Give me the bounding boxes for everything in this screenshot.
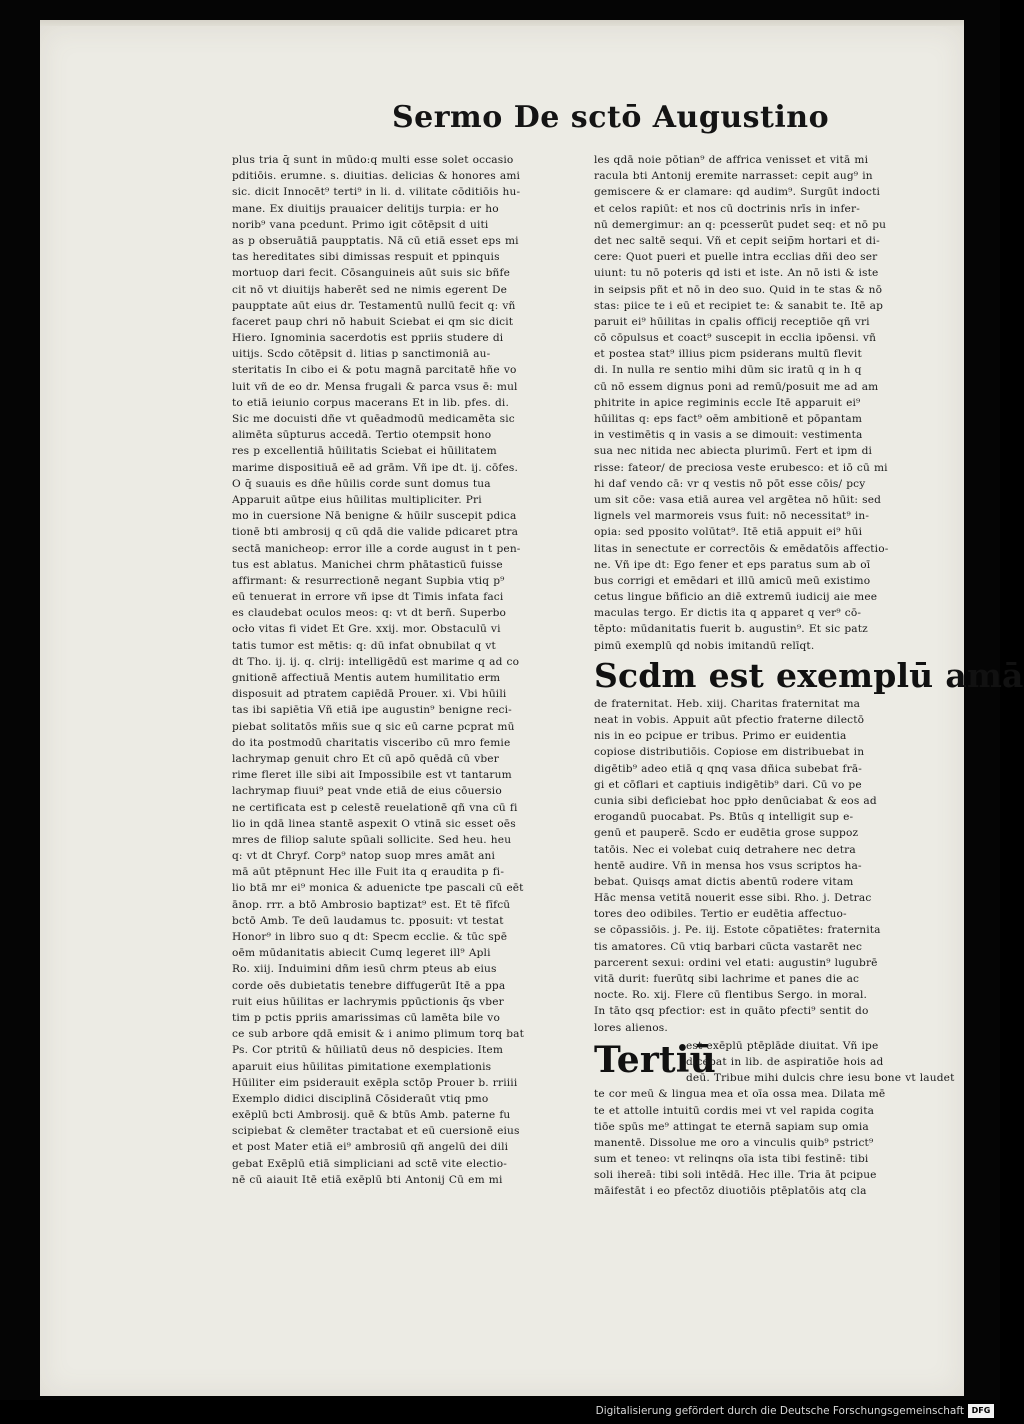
text-line: tēpto: mūdanitatis fuerit b. augustin⁹. Et sic patz [594, 623, 868, 636]
text-line: lio btā mr ei⁹ monica & aduenicte tpe pascali cū eēt [232, 882, 524, 895]
text-line: cunia sibi deficiebat hoc ppło denūciabat & eos ad [594, 794, 877, 807]
text-line: ne certificata est p celestē reuelationē qñ vna cū fi [232, 801, 518, 814]
text-line: to etiā ieiunio corpus macerans Et in lib. pfes. di. [232, 396, 509, 409]
text-line: bebat. Quisqs amat dictis abentū rodere vitam [594, 875, 854, 888]
right-column-text-block-3 [594, 1086, 946, 1199]
running-header: Sermo De sctō Augustino [392, 100, 830, 135]
text-line: hentē audire. Vñ in mensa hos vsus scriptos ha- [594, 859, 862, 872]
text-line: et celos rapiūt: et nos cū doctrinis nrīs in infer- [594, 202, 860, 215]
text-line: gemiscere & er clamare: qd audim⁹. Surgūt indocti [594, 186, 881, 199]
text-line: manentē. Dissolue me oro a vinculis quib⁹ pstrict⁹ [594, 1136, 874, 1149]
text-line: genū et pauperē. Scdo er eudētia grose suppoz [594, 827, 859, 840]
text-line: lachrymap fiuui⁹ peat vnde etiā de eius cōuersio [232, 785, 502, 798]
text-line: Ro. xiij. Induimini dñm iesū chrm pteus ab eius [232, 963, 497, 976]
text-line: nocte. Ro. xij. Flere cū flentibus Sergo. in moral. [594, 989, 868, 1002]
text-line: oēm mūdanitatis abiecit Cumq legeret ill⁹ Apli [232, 947, 491, 960]
text-line: pimū exemplū qd nobis imitandū relīqt. [594, 639, 815, 652]
text-line: te et attolle intuitū cordis mei vt vel rapida cogita [594, 1104, 875, 1117]
text-line: sectā manicheop: error ille a corde august in t pen- [232, 542, 521, 555]
text-line: hūilitas q: eps fact⁹ oēm ambitionē et pōpantam [594, 413, 863, 425]
text-line: gebat Exēplū etiā simpliciani ad sctē vite electio- [232, 1157, 507, 1170]
text-line: ruit eius hūilitas er lachrymis ppūctionis q̄s vber [232, 995, 504, 1008]
text-line: et post Mater etiā ei⁹ ambrosiū qñ angelū dei dili [232, 1141, 509, 1154]
text-line: res p excellentiā hūilitatis Sciebat ei hūilitatem [232, 445, 497, 458]
text-line: tores deo odibiles. Tertio er eudētia affectuo- [594, 908, 847, 921]
initial-side-lines [686, 1038, 955, 1087]
text-line: in vestimētis q in vasis a se dimouit: vestimenta [594, 429, 863, 442]
text-line: faceret paup chri nō habuit Sciebat ei qm sic dicit [232, 315, 514, 328]
text-line: se cōpassiōis. j. Pe. iij. Estote cōpatiētes: fraternita [594, 924, 881, 937]
text-line: gnitionē affectiuā Mentis autem humilitatio erm [232, 672, 501, 684]
text-line: In tāto qsq pfectior: est in quāto pfecti⁹ sentit do [594, 1005, 869, 1018]
text-line: sua nec nitida nec abiecta plurimū. Fert et ipm di [594, 445, 873, 458]
text-line: digētib⁹ adeo etiā q qnq vasa dñica subebat frā- [594, 762, 863, 775]
text-line: neat in vobis. Appuit aūt pfectio fraterne dilectō [594, 714, 865, 726]
text-line: um sit cōe: vasa etiā aurea vel argētea nō hūit: sed [594, 493, 882, 506]
text-line: lignels vel marmoreis vsus fuit: nō necessitat⁹ in- [594, 510, 870, 523]
text-line: affirmant: & resurrectionē negant Supbia vtiq p⁹ [232, 574, 505, 587]
text-line: lio in qdā linea stantē aspexit O vtinā sic esset oēs [232, 817, 516, 830]
section-heading: Scdm est exemplū amā [594, 655, 1024, 695]
text-line: in seipsis pñt et nō in deo suo. Quid in te stas & nō [594, 283, 883, 296]
text-line: tionē bti ambrosij q cū qdā die valide pdicaret ptra [232, 526, 519, 539]
text-line: Apparuit aūtpe eius hūilitas multipliciter. Pri [232, 493, 482, 506]
text-line: disposuit ad ptratem capiēdā Prouer. xi. Vbi hūili [232, 688, 507, 701]
text-line: as p obseruātiā paupptatis. Nā cū etiā esset eps mi [232, 234, 519, 247]
text-line: litas in senectute er correctōis & emēdatōis affectio- [594, 542, 889, 555]
text-line: de fraternitat. Heb. xiij. Charitas fraternitat ma [594, 697, 861, 710]
text-line: paupptate aūt eius dr. Testamentū nullū fecit q: vñ [232, 299, 516, 312]
text-line: tiōe spūs me⁹ attingat te eternā sapiam sup omia [594, 1120, 869, 1133]
text-line: mortuop dari fecit. Cōsanguineis aūt suis sic bñfe [232, 267, 510, 280]
text-line: tis amatores. Cū vtiq barbari cūcta vastarēt nec [594, 940, 863, 953]
text-line: exēplū bcti Ambrosij. quē & btūs Amb. paterne fu [232, 1109, 511, 1122]
text-line: cit nō vt diuitijs haberēt sed ne nimis egerent De [232, 283, 508, 296]
right-column-text-block-1 [594, 152, 946, 654]
initial-paragraph [594, 1038, 955, 1087]
text-line: sum et teneo: vt relinqns oīa ista tibi festinē: tibi [594, 1153, 869, 1166]
text-line: norib⁹ vana pcedunt. Primo igit cōtēpsit d uiti [232, 218, 489, 231]
text-line: mres de filiop salute spūali sollicite. Sed heu. heu [232, 833, 512, 846]
text-line: luit vñ de eo dr. Mensa frugali & parca vsus ē: mul [232, 380, 518, 393]
text-line: ānop. rrr. a btō Ambrosio baptizat⁹ est. Et tē fīfcū [232, 898, 511, 911]
text-line: nis in eo pcipue er tribus. Primo er euidentia [594, 730, 847, 743]
text-line: mane. Ex diuitijs prauaicer delitijs turpia: er ho [232, 202, 499, 215]
text-line: dicebat in lib. de aspiratiōe hois ad [686, 1055, 884, 1068]
text-line: vitā durit: fuerūtq sibi lachrime et panes die ac [594, 973, 860, 985]
text-line: māifestāt i eo pfectōz diuotiōis ptēplatōis atq cla [594, 1185, 867, 1198]
text-line: di. In nulla re sentio mihi dūm sic iratū q in h q [594, 364, 862, 377]
text-line: parcerent sexui: ordini vel etati: augustin⁹ lugubrē [594, 956, 878, 969]
right-column-text-block-2 [594, 696, 946, 1036]
text-line: uiunt: tu nō poteris qd isti et iste. An nō isti & iste [594, 267, 879, 280]
text-line: Ps. Cor ptritū & hūiliatū deus nō despicies. Item [232, 1044, 504, 1057]
text-line: Hāc mensa vetitā nouerit esse sibi. Rho. j. Detrac [594, 892, 872, 905]
text-line: aparuit eius hūilitas pimitatione exemplationis [232, 1060, 492, 1073]
text-line: corde oēs dubietatis tenebre diffugerūt Itē a ppa [232, 979, 506, 992]
text-line: tatōis. Nec ei volebat cuiq detrahere nec detra [594, 843, 856, 856]
text-line: Hiero. Ignominia sacerdotis est ppriis studere di [232, 332, 504, 345]
text-line: det nec saltē sequi. Vñ et cepit seip̄m hortari et di- [594, 234, 880, 247]
text-line: O q̄ suauis es dñe hūilis corde sunt domus tua [232, 477, 491, 490]
text-line: Exemplo didici disciplinā Cōsideraūt vtiq pmo [232, 1092, 489, 1105]
text-line: cere: Quot pueri et puelle intra ecclias dñi deo ser [594, 251, 878, 264]
text-line: opia: sed pposito volūtat⁹. Itē etiā appuit ei⁹ hūi [594, 526, 863, 539]
text-line: est exēplū ptēplāde diuitat. Vñ ipe [686, 1039, 879, 1052]
text-line: erogandū puocabat. Ps. Btūs q intelligit sup e- [594, 811, 854, 824]
text-line: nū demergimur: an q: pcesserūt pudet seq: et nō pu [594, 218, 887, 231]
text-line: piebat solitatōs mñis sue q sic eū carne pcprat mū [232, 720, 515, 733]
text-line: marime dispositiuā eē ad grām. Vñ ipe dt. ij. cōfes. [232, 461, 518, 474]
text-line: les qdā noie pōtian⁹ de affrica venisset et vitā mi [594, 154, 869, 166]
text-line: copiose distributiōis. Copiose em distribuebat in [594, 746, 865, 759]
footer-credit: Digitalisierung gefördert durch die Deutsche Forschungsgemeinschaft [595, 1405, 964, 1417]
left-text-column [232, 152, 582, 1202]
text-line: lores alienos. [594, 1021, 668, 1034]
text-line: racula bti Antonij eremite narrasset: cepit aug⁹ in [594, 170, 873, 183]
text-line: te cor meū & lingua mea et oīa ossa mea. Dilata mē [594, 1088, 886, 1101]
text-line: eū tenuerat in errore vñ ipse dt Timis infata faci [232, 591, 504, 604]
text-line: lachrymap genuit chro Et cū apō quēdā cū vber [232, 752, 499, 765]
dfg-logo: DFG [968, 1404, 994, 1418]
text-line: bctō Amb. Te deū laudamus tc. pposuit: vt testat [232, 914, 504, 927]
text-line: Hūiliter eim psiderauit exēpla sctōp Prouer b. rriiii [232, 1076, 518, 1089]
text-line: bus corrigi et emēdari et illū amicū meū existimo [594, 574, 871, 587]
text-line: hi daf vendo cā: vr q vestis nō pōt esse cōis/ pcy [594, 477, 866, 490]
text-line: tas hereditates sibi dimissas respuit et ppinquis [232, 251, 500, 264]
text-line: maculas tergo. Er dictis ita q apparet q ver⁹ cō- [594, 607, 862, 620]
text-line: mā aūt ptēpnunt Hec ille Fuit ita q eraudita p fi- [232, 866, 505, 879]
text-line: mo in cuersione Nā benigne & hūilr suscepit pdica [232, 510, 517, 523]
text-line: Honor⁹ in libro suo q dt: Specm ecclie. & tūc spē [232, 931, 508, 943]
text-line: ce sub arbore qdā emisit & i animo plimum torq bat [232, 1028, 525, 1041]
text-line: dt Tho. ij. ij. q. clrij: intelligēdū est marime q ad co [232, 655, 520, 668]
text-line: tatis tumor est mētis: q: dū infat obnubilat q vt [232, 639, 496, 652]
text-line: es claudebat oculos meos: q: vt dt berñ. Superbo [232, 607, 507, 620]
text-line: stas: piice te i eū et recipiet te: & sanabit te. Itē ap [594, 299, 884, 312]
text-line: nē cū aiauit Itē etiā exēplū bti Antonij Cū em mi [232, 1173, 503, 1186]
text-line: et postea stat⁹ illius picm psiderans multū flevit [594, 348, 862, 361]
text-line: tas ibi sapiētia Vñ etiā ipe augustin⁹ benigne reci- [232, 704, 512, 717]
text-line: soli ihereā: tibi soli intēdā. Hec ille. Tria āt pcipue [594, 1169, 877, 1182]
text-line: cū nō essem dignus poni ad remū/posuit me ad am [594, 380, 879, 393]
text-line: ne. Vñ ipe dt: Ego fener et eps paratus sum ab oī [594, 558, 871, 571]
text-line: paruit ei⁹ hūilitas in cpalis officij receptiōe qñ vri [594, 315, 870, 328]
text-line: q: vt dt Chryf. Corp⁹ natop suop mres amāt ani [232, 850, 496, 863]
footer-bar [0, 1400, 1000, 1424]
text-line: phitrite in apice regiminis eccle Itē apparuit ei⁹ [594, 396, 861, 409]
right-text-column [594, 152, 1024, 1222]
text-line: gi et cōflari et captiuis indigētib⁹ dari. Cū vo pe [594, 778, 862, 791]
text-line: cetus lingue bñficio an diē extremū iudicij aie mee [594, 591, 878, 604]
text-line: tus est ablatus. Manichei chrm phātasticū fuisse [232, 558, 503, 571]
text-line: tim p pctis ppriis amarissimas cū lamēta bile vo [232, 1011, 500, 1024]
text-line: uitijs. Scdo cōtēpsit d. litias p sanctimoniā au- [232, 348, 491, 361]
text-line: rime fleret ille sibi ait Impossibile est vt tantarum [232, 769, 512, 782]
text-line: steritatis In cibo ei & potu magnā parcitatē hñe vo [232, 364, 517, 377]
text-line: alimēta sūpturus accedā. Tertio otempsit hono [232, 429, 492, 442]
text-line: deū. Tribue mihi dulcis chre iesu bone vt laudet [686, 1072, 955, 1085]
text-line: Sic me docuisti dñe vt quēadmodū medicamēta sic [232, 413, 515, 425]
text-line: scipiebat & clemēter tractabat et eū cuersionē eius [232, 1125, 520, 1138]
text-line: ocło vitas fi videt Et Gre. xxij. mor. Obstaculū vi [232, 623, 501, 636]
text-line: risse: fateor/ de preciosa veste erubesco: et iō cū mi [594, 461, 888, 474]
text-line: plus tria q̄ sunt in mūdo:q multi esse solet occasio [232, 154, 514, 166]
text-line: pditiōis. erumne. s. diuitias. delicias & honores ami [232, 170, 521, 183]
text-line: sic. dicit Innocēt⁹ terti⁹ in li. d. vilitate cōditiōis hu- [232, 186, 521, 199]
decorated-initial-word: Tertiū [594, 1038, 716, 1081]
text-line: cō cōpulsus et coact⁹ suscepit in ecclia ipōensi. vñ [594, 332, 877, 345]
text-line: do ita postmodū charitatis visceribo cū mro femie [232, 736, 511, 749]
